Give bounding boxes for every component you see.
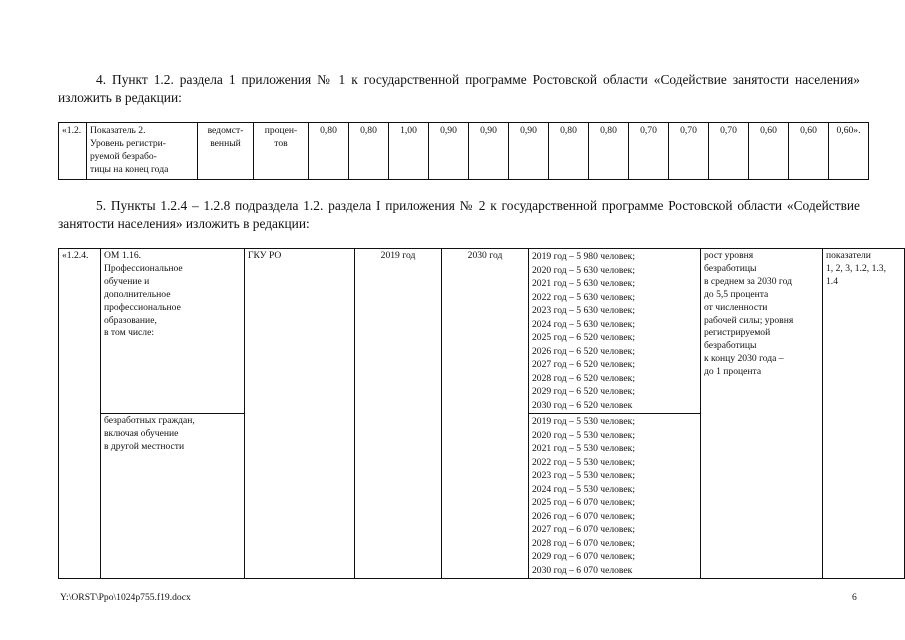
indicator-unit: процен- тов [254,123,309,180]
indicator-value: 0,90 [509,123,549,180]
indicator-value: 0,70 [669,123,709,180]
measure-executor: ГКУ РО [245,249,355,579]
paragraph-4: 4. Пункт 1.2. раздела 1 приложения № 1 к государственной программе Ростовской области «Содействие занятости населения» изложить в редакции: [58,72,860,105]
indicator-value: 0,80 [309,123,349,180]
indicator-name: Показатель 2. Уровень регистри- руемой безрабо- тицы на конец года [87,123,198,180]
indicator-number: «1.2. [59,123,87,180]
measure-end-year: 2030 год [442,249,529,579]
indicator-value: 0,70 [709,123,749,180]
indicator-value: 0,80 [589,123,629,180]
measure-subresults: 2019 год – 5 530 человек; 2020 год – 5 530 человек; 2021 год – 5 530 человек; 2022 год – 5 530 человек; 2023 год – 5 530 человек; 2024 год – 5 530 человек; 2025 год – 6 070 человек; 2026 год – 6 070 человек; 2027 год – 6 070 человек; 2028 год – 6 070 человек; 2029 год – 6 070 человек; 2030 год – 6 070 человек [529,414,701,579]
indicator-table [58,122,869,180]
measure-name: ОМ 1.16. Профессиональное обучение и дополнительное профессиональное образование, в том числе: [101,249,245,414]
indicator-value: 0,70 [629,123,669,180]
measure-start-year: 2019 год [355,249,442,579]
indicator-value: 1,00 [389,123,429,180]
measure-subname: безработных граждан, включая обучение в другой местности [101,414,245,579]
page-number: 6 [852,592,857,603]
measure-consequences: рост уровня безработицы в среднем за 2030 год до 5,5 процента от численности рабочей силы; уровня регистрируемой безработицы к концу 2030 года – до 1 процента [701,249,823,579]
indicator-value: 0,90 [429,123,469,180]
table-row [59,249,905,414]
paragraph-5: 5. Пункты 1.2.4 – 1.2.8 подраздела 1.2. раздела I приложения № 2 к государственной программе Ростовской области «Содействие занятости населения» изложить в редакции: [58,198,860,231]
indicator-value: 0,60». [829,123,869,180]
measure-results: 2019 год – 5 980 человек; 2020 год – 5 630 человек; 2021 год – 5 630 человек; 2022 год – 5 630 человек; 2023 год – 5 630 человек; 2024 год – 5 630 человек; 2025 год – 6 520 человек; 2026 год – 6 520 человек; 2027 год – 6 520 человек; 2028 год – 6 520 человек; 2029 год – 6 520 человек; 2030 год – 6 520 человек [529,249,701,414]
measure-number: «1.2.4. [59,249,101,579]
indicator-type: ведомст- венный [198,123,254,180]
indicator-value: 0,90 [469,123,509,180]
table-row [59,123,869,180]
indicator-value: 0,80 [549,123,589,180]
footer-file-path: Y:\ORST\Ppo\1024p755.f19.docx [60,592,191,603]
indicator-value: 0,60 [749,123,789,180]
measures-table [58,248,905,579]
indicator-value: 0,80 [349,123,389,180]
measure-indicator-link: показатели 1, 2, 3, 1.2, 1.3, 1.4 [823,249,905,579]
indicator-value: 0,60 [789,123,829,180]
